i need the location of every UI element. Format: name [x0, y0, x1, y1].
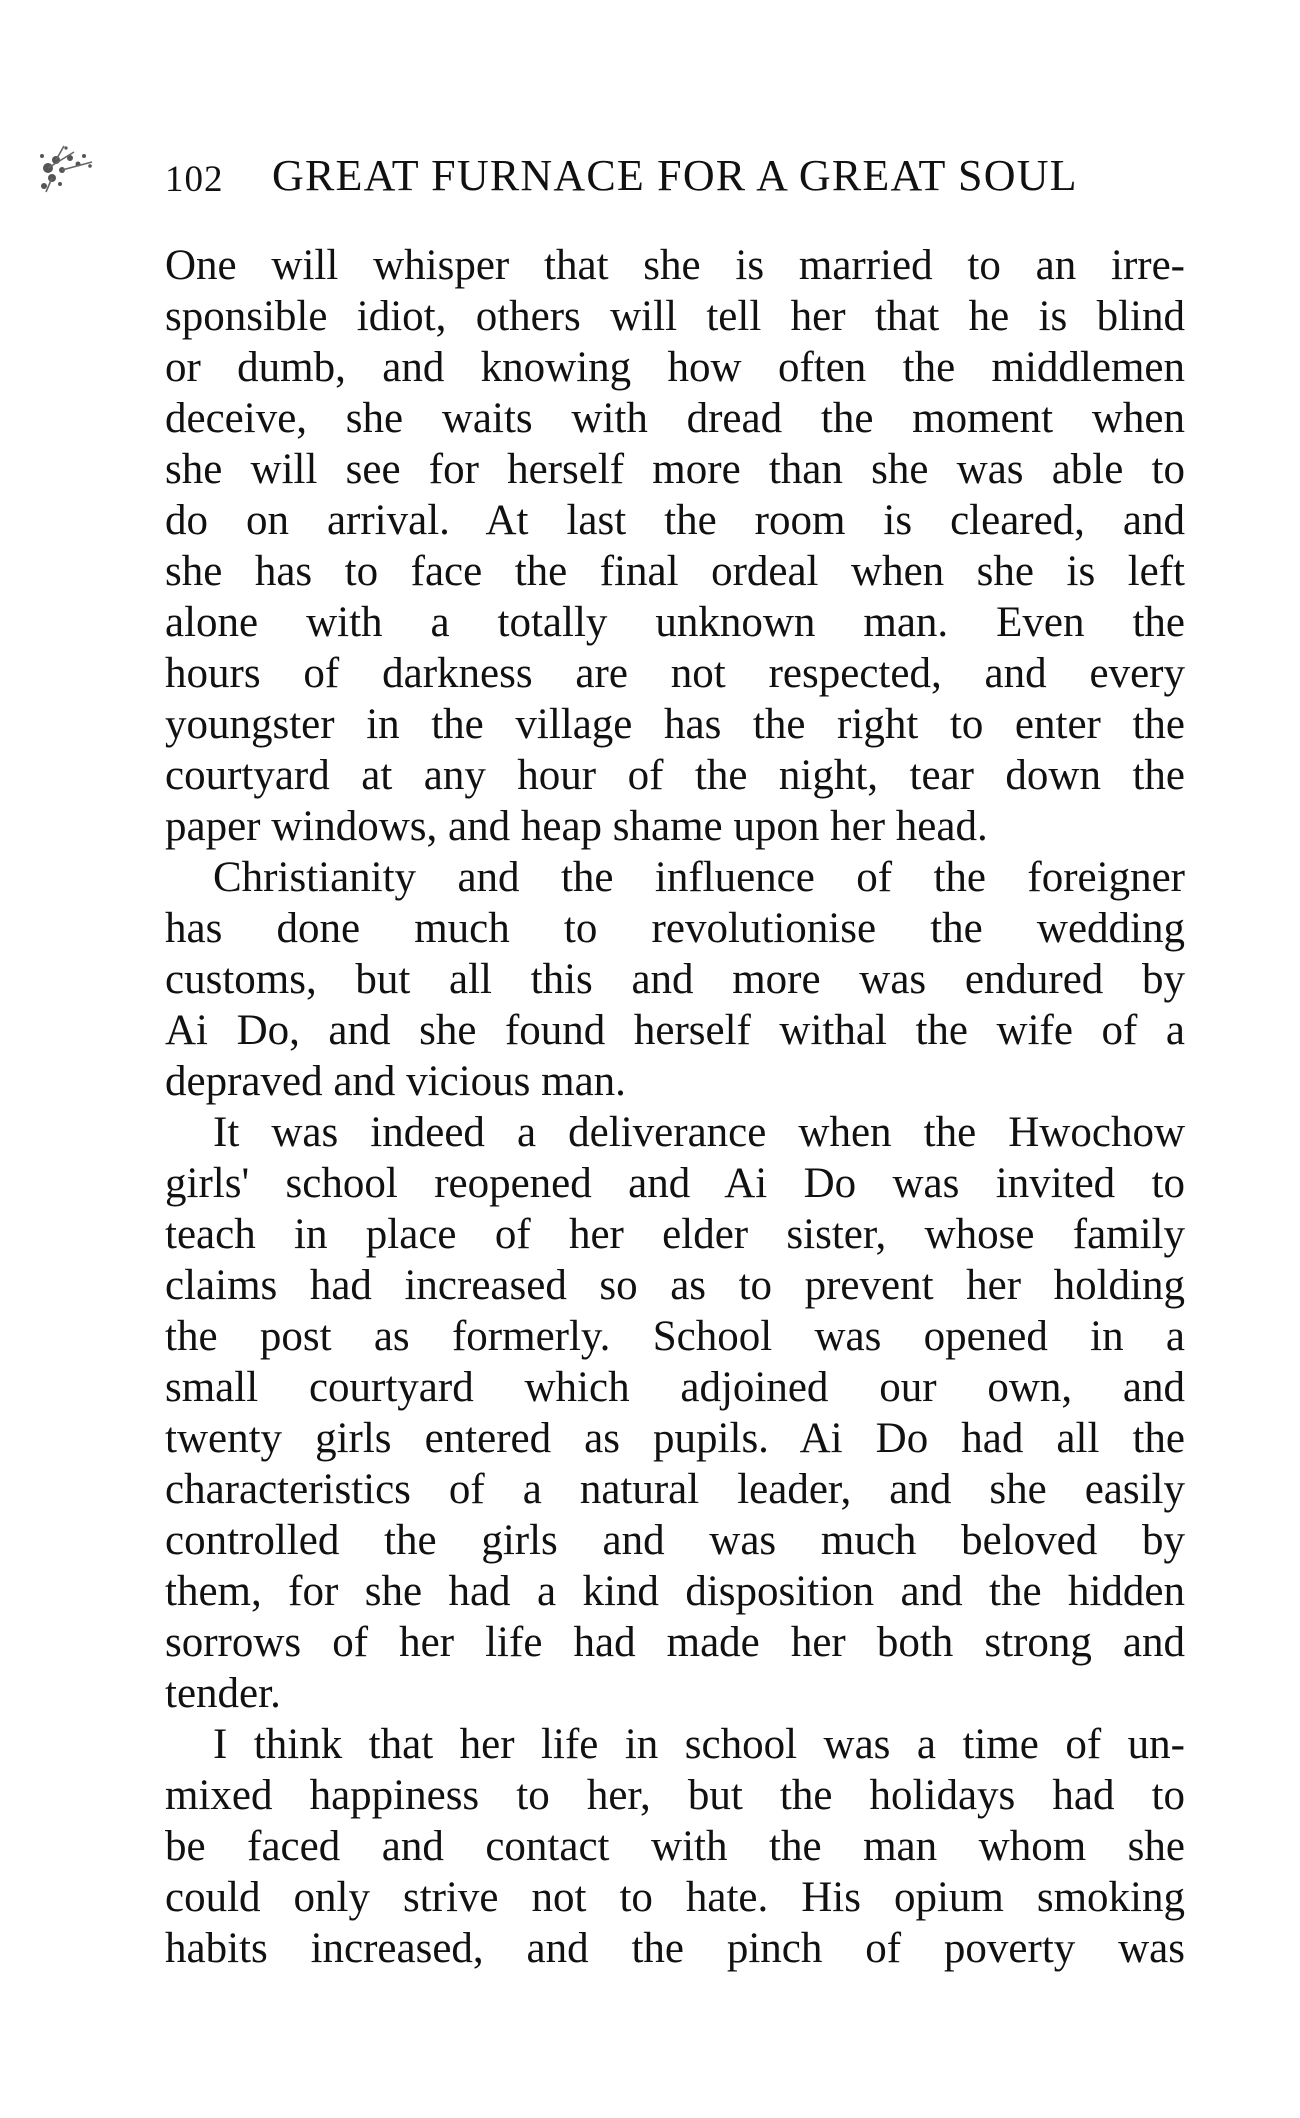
text-line: sponsible idiot, others will tell her that he is blind — [165, 293, 1185, 340]
paragraph-first-line: I think that her life in school was a time of un- — [213, 1721, 1185, 1768]
text-line: the post as formerly. School was opened in a — [165, 1313, 1185, 1360]
text-line: them, for she had a kind disposition and the hidden — [165, 1568, 1185, 1615]
text-line: claims had increased so as to prevent her holding — [165, 1262, 1185, 1309]
text-line: twenty girls entered as pupils. Ai Do had all the — [165, 1415, 1185, 1462]
text-line: has done much to revolutionise the wedding — [165, 905, 1185, 952]
text-line: do on arrival. At last the room is cleared, and — [165, 497, 1185, 544]
body-text — [165, 240, 1185, 1974]
text-line: characteristics of a natural leader, and she easily — [165, 1466, 1185, 1513]
text-line: controlled the girls and was much beloved by — [165, 1517, 1185, 1564]
text-line: alone with a totally unknown man. Even the — [165, 599, 1185, 646]
text-line: sorrows of her life had made her both strong and — [165, 1619, 1185, 1666]
text-line: youngster in the village has the right to enter the — [165, 701, 1185, 748]
text-line: habits increased, and the pinch of poverty was — [165, 1925, 1185, 1972]
text-line: hours of darkness are not respected, and every — [165, 650, 1185, 697]
text-line: she has to face the final ordeal when she is left — [165, 548, 1185, 595]
text-line: Ai Do, and she found herself withal the wife of a — [165, 1007, 1185, 1054]
floral-ornament-icon — [34, 138, 114, 198]
text-line: courtyard at any hour of the night, tear down the — [165, 752, 1185, 799]
text-line: mixed happiness to her, but the holidays had to — [165, 1772, 1185, 1819]
text-line: teach in place of her elder sister, whose family — [165, 1211, 1185, 1258]
text-line: tender. — [165, 1670, 281, 1717]
text-line: be faced and contact with the man whom she — [165, 1823, 1185, 1870]
text-line: paper windows, and heap shame upon her head. — [165, 803, 988, 850]
text-line: customs, but all this and more was endured by — [165, 956, 1185, 1003]
text-line: depraved and vicious man. — [165, 1058, 626, 1105]
text-line: small courtyard which adjoined our own, and — [165, 1364, 1185, 1411]
paragraph-first-line: It was indeed a deliverance when the Hwochow — [213, 1109, 1185, 1156]
text-line: could only strive not to hate. His opium smoking — [165, 1874, 1185, 1921]
running-title: GREAT FURNACE FOR A GREAT SOUL — [272, 151, 1078, 200]
text-line: girls' school reopened and Ai Do was invited to — [165, 1160, 1185, 1207]
page-number: 102 — [165, 159, 224, 200]
text-line: she will see for herself more than she was able to — [165, 446, 1185, 493]
text-line: deceive, she waits with dread the moment when — [165, 395, 1185, 442]
text-line: or dumb, and knowing how often the middlemen — [165, 344, 1185, 391]
paragraph-first-line: Christianity and the influence of the foreigner — [213, 854, 1185, 901]
text-line: One will whisper that she is married to an irre- — [165, 242, 1185, 289]
running-header — [165, 150, 1185, 210]
